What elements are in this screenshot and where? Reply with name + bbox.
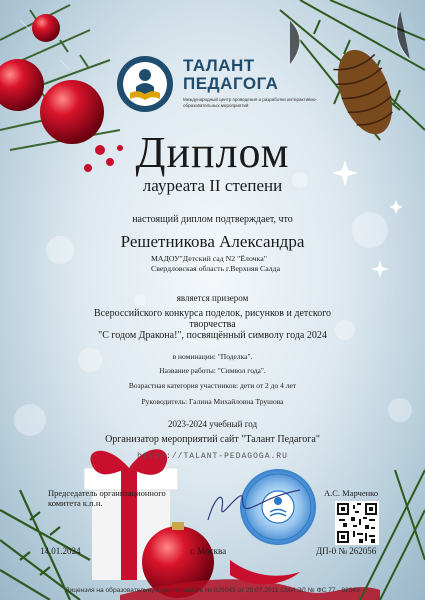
organization: МАДОУ"Детский сад N2 "Ёлочка" Свердловская область г.Верхняя Салда bbox=[151, 254, 281, 273]
qr-code-icon bbox=[337, 503, 377, 543]
organizer: Организатор мероприятий сайт "Талант Педагога" bbox=[105, 434, 320, 445]
brand-name: ТАЛАНТ ПЕДАГОГА bbox=[183, 56, 279, 93]
qr-code bbox=[335, 501, 379, 545]
brand-logo-icon bbox=[116, 55, 174, 113]
license-text: Лицензия на образовательную деятельность № 029045 от 20.07.2011 СМИ ЭЛ № ФС 77 - 82049 bbox=[65, 587, 360, 594]
recipient-name: Решетникова Александра bbox=[120, 232, 305, 251]
issue-city: г. Москва bbox=[190, 546, 227, 556]
nomination: в номинации: "Поделка". bbox=[172, 352, 253, 361]
school-year: 2023-2024 учебный год bbox=[167, 419, 258, 429]
contest-description: Всероссийского конкурса поделок, рисунков и детского творчества "С годом Дракона!", посвящённый символу года 2024 bbox=[93, 308, 332, 341]
diploma-title: Диплом bbox=[135, 128, 290, 177]
brand-subtitle: Международный центр проведения и разработки интерактивно-образовательных мероприятий bbox=[183, 97, 318, 108]
age-category: Возрастная категория участников: дети от 2 до 4 лет bbox=[128, 381, 297, 390]
chair-name: А.С. Марченко bbox=[324, 488, 379, 498]
work-title: Название работы: "Символ года". bbox=[159, 366, 266, 375]
chair-label: Председатель организационного комитета к.п.н. bbox=[48, 488, 166, 508]
site-url: https://TALANT-PEDAGOGA.RU bbox=[137, 452, 288, 461]
confirm-text: настоящий диплом подтверждает, что bbox=[132, 214, 293, 225]
issue-date: 14.01.2024 bbox=[40, 546, 81, 556]
diploma-number: ДП-0 № 262056 bbox=[316, 546, 377, 556]
winner-status: является призером bbox=[176, 293, 249, 303]
supervisor: Руководитель: Галина Михайловна Трушова bbox=[141, 397, 284, 406]
diploma-degree: лауреата II степени bbox=[142, 176, 283, 195]
